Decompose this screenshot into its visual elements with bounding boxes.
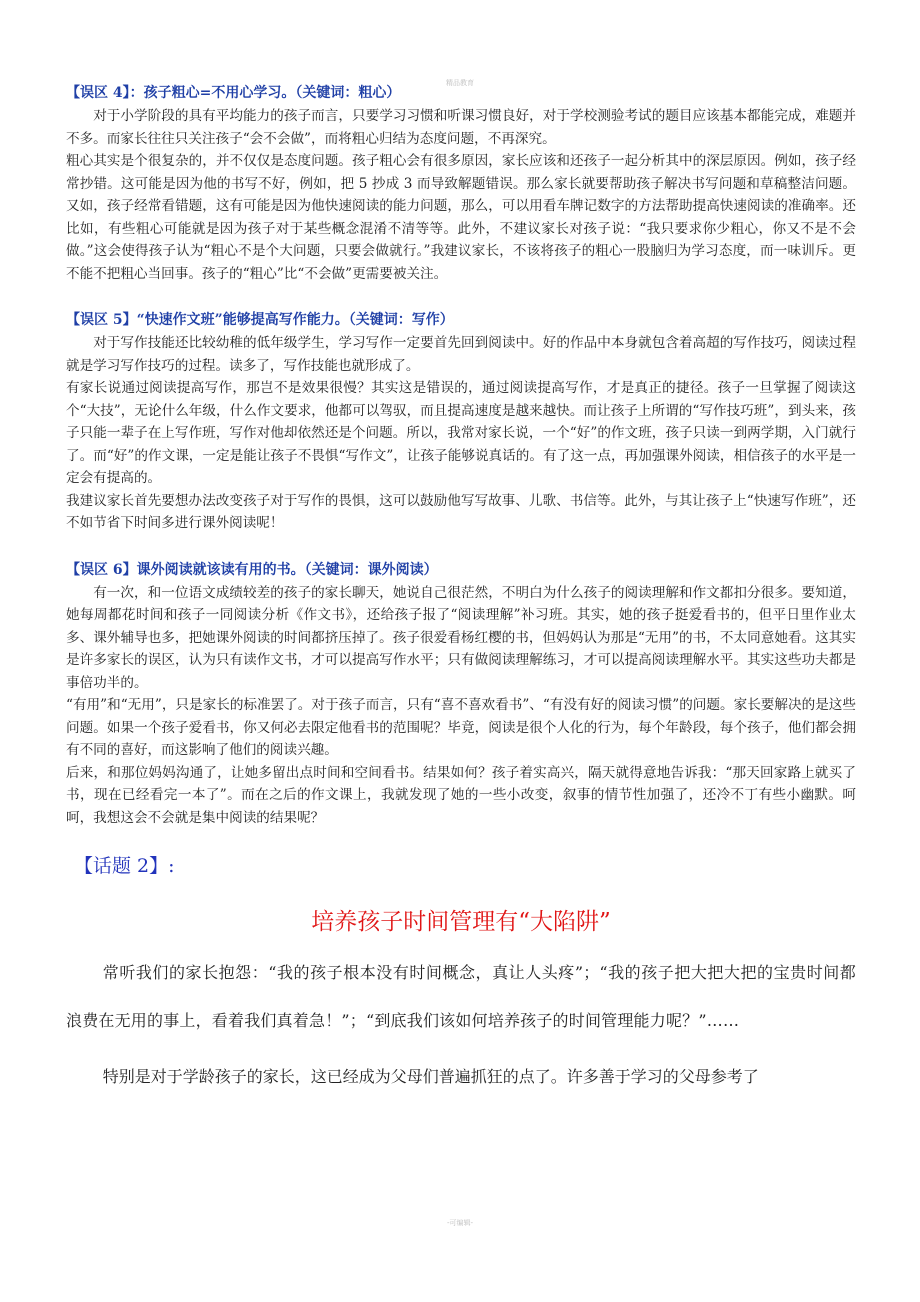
document-body bbox=[66, 78, 856, 1101]
paragraph: 对于写作技能还比较幼稚的低年级学生，学习写作一定要首先回到阅读中。好的作品中本身就包含着高超的写作技巧，阅读过程就是学习写作技巧的过程。读多了，写作技能也就形成了。 bbox=[66, 335, 856, 374]
paragraph: 常听我们的家长抱怨：“我的孩子根本没有时间概念，真让人头疼”；“我的孩子把大把大把的宝贵时间都浪费在无用的事上，看着我们真着急！”；“到底我们该如何培养孩子的时间管理能力呢？”…… bbox=[66, 963, 856, 1030]
page-footer-watermark: -可编辑- bbox=[446, 1219, 474, 1227]
section-title: 【误区 5】“快速作文班”能够提高写作能力。（关键词：写作） bbox=[66, 312, 454, 328]
paragraph: 我建议家长首先要想办法改变孩子对于写作的畏惧，这可以鼓励他写写故事、儿歌、书信等。此外，与其让孩子上“快速写作班”，还不如节省下时间多进行课外阅读呢！ bbox=[66, 492, 856, 531]
section-mistake-5 bbox=[66, 309, 856, 535]
paragraph: 后来，和那位妈妈沟通了，让她多留出点时间和空间看书。结果如何？孩子着实高兴，隔天就得意地告诉我：“那天回家路上就买了书，现在已经看完一本了”。而在之后的作文课上，我就发现了她的一些小改变，叙事的情节性加强了，还冷不丁有些小幽默。呵呵，我想这会不会就是集中阅读的结果呢？ bbox=[66, 764, 856, 826]
section-mistake-6 bbox=[66, 559, 856, 830]
page-header-watermark: 精品教育 bbox=[446, 79, 474, 87]
paragraph: “有用”和“无用”，只是家长的标准罢了。对于孩子而言，只有“喜不喜欢看书”、“有没有好的阅读习惯”的问题。家长要解决的是这些问题。如果一个孩子爱看书，你又何必去限定他看书的范围呢？毕竟，阅读是很个人化的行为，每个年龄段，每个孩子，他们都会拥有不同的喜好，而这影响了他们的阅读兴趣。 bbox=[66, 697, 856, 758]
section-title: 【误区 4】：孩子粗心=不用心学习。（关键词：粗心） bbox=[66, 85, 401, 101]
paragraph: 有一次，和一位语文成绩较差的孩子的家长聊天，她说自己很茫然，不明白为什么孩子的阅读理解和作文都扣分很多。要知道，她每周都花时间和孩子一同阅读分析《作文书》，还给孩子报了“阅读理解”补习班。其实，她的孩子挺爱看书的，但平日里作业太多、课外辅导也多，把她课外阅读的时间都挤压掉了。孩子很爱看杨红樱的书，但妈妈认为那是“无用”的书，不太同意她看。这其实是许多家长的误区，认为只有读作文书，才可以提高写作水平；只有做阅读理解练习，才可以提高阅读理解水平。其实这些功夫都是事倍功半的。 bbox=[66, 584, 856, 691]
topic-label: 【话题 2】: bbox=[74, 855, 175, 877]
paragraph: 对于小学阶段的具有平均能力的孩子而言，只要学习习惯和听课习惯良好，对于学校测验考试的题目应该基本都能完成，难题并不多。而家长往往只关注孩子“会不会做”，而将粗心归结为态度问题，不再深究。 bbox=[66, 108, 856, 147]
paragraph: 特别是对于学龄孩子的家长，这已经成为父母们普遍抓狂的点了。许多善于学习的父母参考了 bbox=[102, 1067, 759, 1086]
paragraph: 有家长说通过阅读提高写作，那岂不是效果很慢？其实这是错误的，通过阅读提高写作，才是真正的捷径。孩子一旦掌握了阅读这个“大技”，无论什么年级，什么作文要求，他都可以驾驭，而且提高速度是越来越快。而让孩子上所谓的“写作技巧班”，到头来，孩子只能一辈子在上写作班，写作对他却依然还是个问题。所以，我常对家长说，一个“好”的作文班，孩子只读一到两学期，入门就行了。而“好”的作文课，一定是能让孩子不畏惧“写作文”，让孩子能够说真话的。有了这一点，再加强课外阅读，相信孩子的水平是一定会有提高的。 bbox=[66, 380, 856, 486]
paragraph: 粗心其实是个很复杂的，并不仅仅是态度问题。孩子粗心会有很多原因，家长应该和还孩子一起分析其中的深层原因。例如，孩子经常抄错。这可能是因为他的书写不好，例如，把 5 抄成 3 而导致解题错误。那么家长就要帮助孩子解决书写问题和草稿整洁问题。又如，孩子经常看错题，这有可能是因为他快速阅读的能力问题，那么，可以用看车牌记数字的方法帮助提高快速阅读的准确率。还比如，有些粗心可能就是因为孩子对于某些概念混淆不清等等。此外，不建议家长对孩子说：“我只要求你少粗心，你又不是不会做。”这会使得孩子认为“粗心不是个大问题，只要会做就行。”我建议家长，不该将孩子的粗心一股脑归为学习态度，而一味训斥。更不能不把粗心当回事。孩子的“粗心”比“不会做”更需要被关注。 bbox=[66, 153, 856, 282]
section-title: 【误区 6】课外阅读就该读有用的书。（关键词：课外阅读） bbox=[66, 561, 438, 578]
section-mistake-4 bbox=[66, 82, 856, 285]
article-title: 培养孩子时间管理有“大陷阱” bbox=[311, 909, 611, 935]
